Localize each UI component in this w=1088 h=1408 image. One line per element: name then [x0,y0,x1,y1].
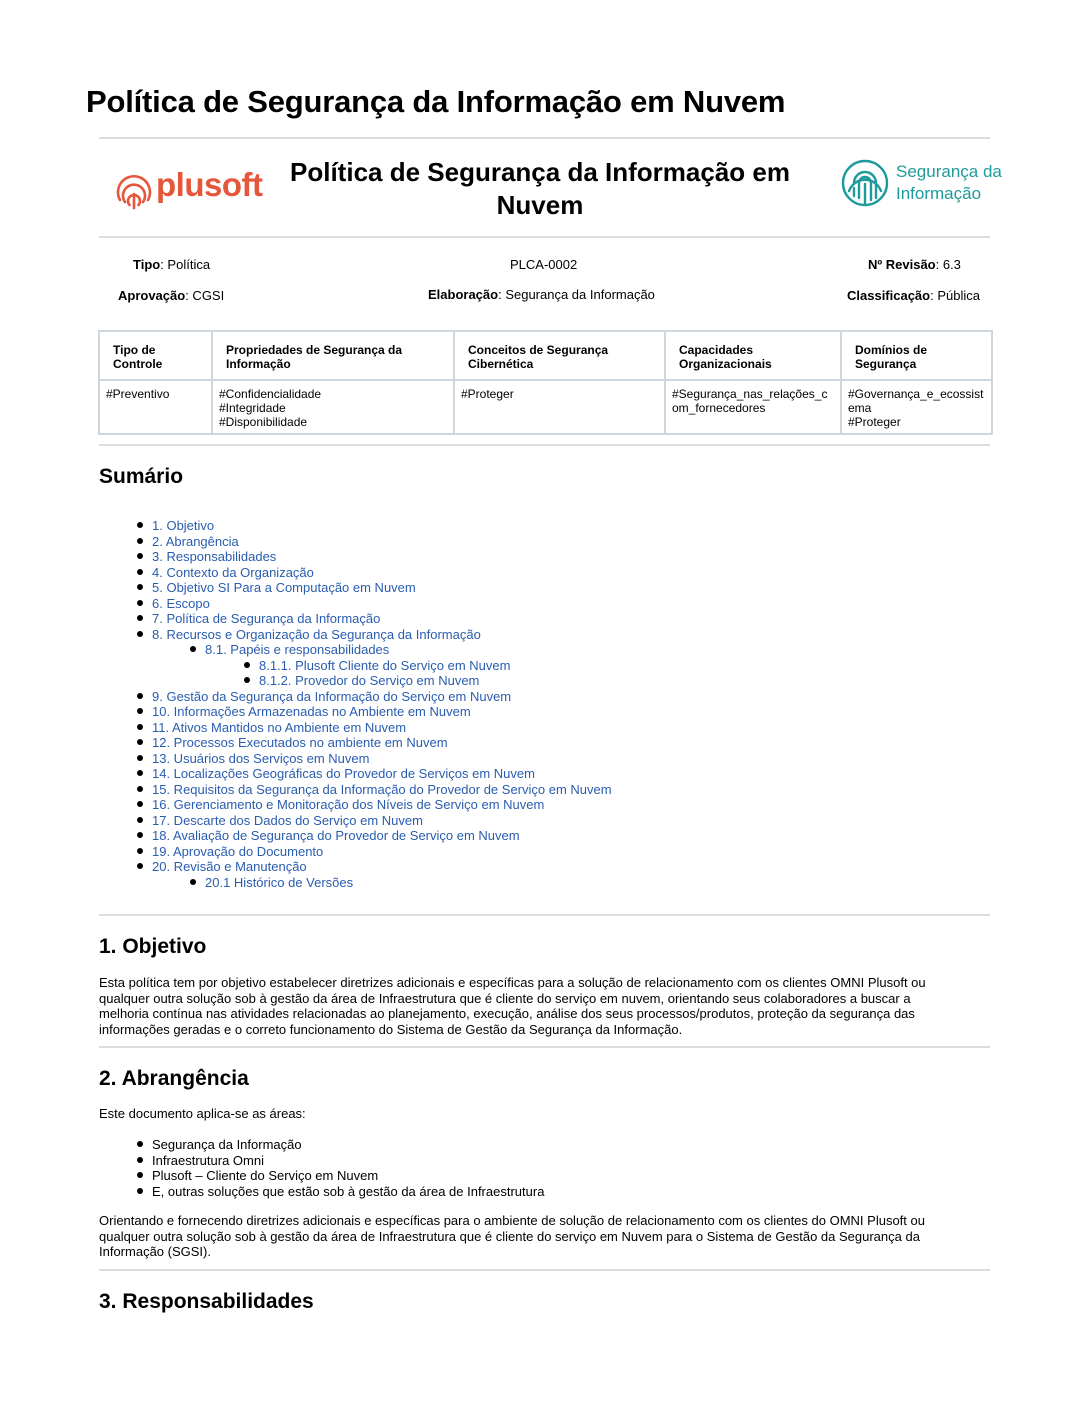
table-header-cell: Domínios de Segurança [841,331,992,380]
cell-tag: #Segurança_nas_relações_com_fornecedores [672,387,828,415]
cell-tag: #Proteger [461,387,514,401]
list-item: Segurança da Informação [152,1137,544,1153]
list-item: Infraestrutura Omni [152,1153,544,1169]
cell-tag: #Preventivo [106,387,170,401]
divider [99,444,990,446]
toc-item [152,751,612,767]
meta-classificacao-label: Classificação [847,288,931,303]
list-item: Plusoft – Cliente do Serviço em Nuvem [152,1168,544,1184]
toc-link[interactable]: 7. Política de Segurança da Informação [152,611,381,626]
toc-item [259,658,612,674]
toc-link[interactable]: 2. Abrangência [152,533,239,549]
toc-item [152,828,612,844]
meta-tipo-value: : Política [160,257,211,272]
paragraph-line: informações geradas e o correto funcionamento do Sistema de Gestão da Segurança da Informação. [99,1021,683,1037]
toc-link[interactable]: 9. Gestão da Segurança da Informação do Serviço em Nuvem [152,688,512,704]
toc-link[interactable]: 8.1.1. Plusoft Cliente do Serviço em Nuvem [259,657,511,673]
toc-item [152,720,612,736]
toc-link[interactable]: 13. Usuários dos Serviços em Nuvem [152,750,370,766]
table-header-cell: Tipo de Controle [99,331,212,380]
plusoft-logo [114,166,263,212]
meta-revisao-label: Nº Revisão [868,257,936,272]
paragraph-line: qualquer outra solução sob à gestão da área de Infraestrutura que é cliente do serviço em nuvem, orientando seus colaboradores a buscar a [99,990,911,1006]
meta-document-code: PLCA-0002 [510,257,578,272]
toc-link[interactable]: 18. Avaliação de Segurança do Provedor de Serviço em Nuvem [152,828,520,843]
cell-tag: #Disponibilidade [219,415,308,429]
toc-item [152,580,612,596]
cell-tag: #Governança_e_ecossistema [848,387,984,415]
paragraph-line: Informação (SGSI). [99,1244,211,1260]
seguranca-informacao-text: Segurança da Informação [896,162,1002,203]
section-paragraph [99,1213,979,1260]
toc-item [152,565,612,581]
divider [99,1269,990,1271]
fingerprint-icon [840,158,890,208]
table-cell [665,380,841,434]
toc-link[interactable]: 1. Objetivo [152,518,215,533]
toc-link[interactable]: 20.1 Histórico de Versões [205,874,354,890]
paragraph-line: melhoria contínua nas atividades relacionadas ao planejamento, execução, análise dos seus processos/produtos, proteção da segurança das [99,1006,915,1022]
meta-revisao-value: : 6.3 [935,257,961,272]
cell-tag: #Integridade [219,401,286,415]
divider [99,914,990,916]
meta-revisao [868,257,961,272]
toc-link[interactable]: 5. Objetivo SI Para a Computação em Nuvem [152,580,416,595]
toc-link[interactable]: 19. Aprovação do Documento [152,843,324,859]
meta-tipo [133,257,210,272]
section-heading: 2. Abrangência [99,1067,249,1090]
toc-item [152,689,612,705]
table-header-cell: Capacidades Organizacionais [665,331,841,380]
meta-classificacao-value: : Pública [930,288,980,303]
document-title: Política de Segurança da Informação em Nuvem [290,157,790,220]
toc-item [152,797,612,813]
meta-tipo-label: Tipo [133,257,161,272]
meta-aprovacao [118,288,224,303]
toc-link[interactable]: 4. Contexto da Organização [152,564,314,580]
toc-link[interactable]: 16. Gerenciamento e Monitoração dos Níveis de Serviço em Nuvem [152,797,545,812]
toc-item [152,596,612,612]
divider [99,1046,990,1048]
summary-heading: Sumário [99,465,184,488]
divider [99,137,990,139]
toc-link[interactable]: 10. Informações Armazenadas no Ambiente em Nuvem [152,704,471,719]
meta-aprovacao-value: : CGSI [185,288,225,303]
toc-item [205,875,612,891]
table-cell [841,380,992,434]
meta-aprovacao-label: Aprovação [118,288,186,303]
toc-item [152,549,612,565]
toc-link[interactable]: 14. Localizações Geográficas do Provedor de Serviços em Nuvem [152,766,535,781]
toc-link[interactable]: 8. Recursos e Organização da Segurança da Informação [152,626,481,642]
section-heading: 1. Objetivo [99,935,207,958]
paragraph-line: qualquer outra solução sob à gestão da área de Infraestrutura que é cliente do serviço em Nuvem para o Sistema de Gestão da Segurança da [99,1228,920,1244]
toc-item [152,704,612,720]
section-paragraph [99,975,979,1037]
table-header-cell: Conceitos de Segurança Cibernética [454,331,665,380]
list-item: E, outras soluções que estão sob à gestão da área de Infraestrutura [152,1183,545,1199]
toc-link[interactable]: 6. Escopo [152,595,210,611]
table-cell [212,380,454,434]
table-header-cell: Propriedades de Segurança da Informação [212,331,454,380]
page-title: Política de Segurança da Informação em Nuvem [86,84,786,119]
meta-classificacao [847,288,980,303]
toc-link[interactable]: 8.1.2. Provedor do Serviço em Nuvem [259,673,480,688]
table-cell [99,380,212,434]
toc-item [152,627,612,643]
fingerprint-icon [114,172,154,212]
plusoft-wordmark: plusoft [156,166,263,203]
toc-item [152,518,612,534]
toc-item [152,859,612,875]
toc-link[interactable]: 3. Responsabilidades [152,549,277,564]
table-of-contents [152,518,612,890]
toc-item [152,844,612,860]
toc-item [152,782,612,798]
section-heading: 3. Responsabilidades [99,1290,314,1313]
cell-tag: #Proteger [848,415,901,429]
toc-link[interactable]: 15. Requisitos da Segurança da Informação do Provedor de Serviço em Nuvem [152,781,612,797]
toc-link[interactable]: 11. Ativos Mantidos no Ambiente em Nuvem [152,719,407,735]
toc-item [152,611,612,627]
meta-elaboracao-value: : Segurança da Informação [498,287,655,302]
bullet-list [152,1137,544,1199]
toc-item [152,735,612,751]
toc-item [152,813,612,829]
controls-table [98,330,993,435]
table-row [99,380,992,434]
toc-link[interactable]: 20. Revisão e Manutenção [152,859,307,874]
toc-item [152,534,612,550]
toc-item [259,673,612,689]
toc-item [152,766,612,782]
cell-tag: #Confidencialidade [219,387,322,401]
toc-link[interactable]: 17. Descarte dos Dados do Serviço em Nuvem [152,812,423,828]
toc-link[interactable]: 8.1. Papéis e responsabilidades [205,642,390,657]
section-intro: Este documento aplica-se as áreas: [99,1106,306,1121]
seguranca-informacao-logo [840,158,1010,210]
meta-elaboracao [428,287,655,302]
meta-elaboracao-label: Elaboração [428,287,499,302]
table-header-row [99,331,992,380]
toc-link[interactable]: 12. Processos Executados no ambiente em Nuvem [152,735,448,750]
paragraph-line: Esta política tem por objetivo estabelecer diretrizes adicionais e específicas para a solução de relacionamento com os clientes OMNI Plusoft ou [99,975,926,990]
toc-item [205,642,612,658]
divider [99,236,990,238]
paragraph-line: Orientando e fornecendo diretrizes adicionais e específicas para o ambiente de solução de relacionamento com os clientes do OMNI Plusoft ou [99,1213,925,1228]
table-cell [454,380,665,434]
